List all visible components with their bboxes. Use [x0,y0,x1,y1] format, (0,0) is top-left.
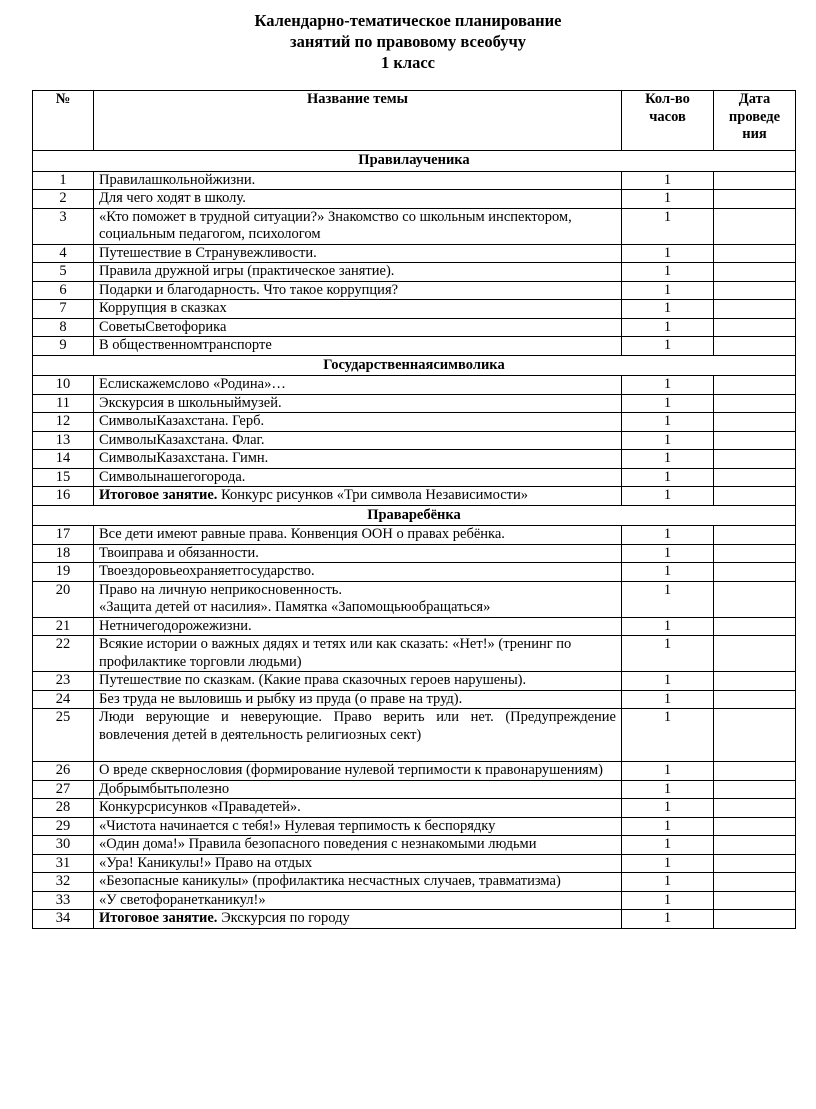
title-line-1: Календарно-тематическое планирование [254,11,562,30]
table-row [33,910,796,929]
header-num: № [33,91,94,151]
row-date [714,544,796,563]
topic-text: Путешествие в Странувежливости. [99,244,317,261]
row-date [714,190,796,209]
topic-text: Нетничегодорожежизни. [99,617,252,634]
row-date [714,450,796,469]
row-number: 32 [33,873,94,892]
row-topic [94,836,622,855]
row-number: 18 [33,544,94,563]
row-hours: 1 [622,376,714,395]
row-number: 21 [33,617,94,636]
row-number: 19 [33,563,94,582]
row-topic [94,450,622,469]
table-row [33,617,796,636]
row-number: 6 [33,281,94,300]
row-topic [94,709,622,762]
row-hours: 1 [622,910,714,929]
topic-text: Право на личную неприкосновенность. [99,581,343,598]
row-hours: 1 [622,672,714,691]
row-topic [94,563,622,582]
row-date [714,281,796,300]
row-number: 5 [33,263,94,282]
row-topic [94,544,622,563]
topic-text: СоветыСветофорика [99,318,227,335]
table-row [33,817,796,836]
topic-text-line-2: «Защита детей от насилия». Памятка «Запомощьюобращаться» [99,599,491,615]
topic-text: Экскурсия в школьныймузей. [99,394,282,411]
row-number: 28 [33,799,94,818]
header-hours [622,91,714,151]
row-topic [94,780,622,799]
topic-text: Добрымбытьполезно [99,780,230,797]
table-row [33,190,796,209]
topic-text: Конкурс рисунков «Три символа Независимости» [217,487,528,503]
table-row [33,487,796,506]
table-row [33,526,796,545]
row-hours: 1 [622,468,714,487]
row-hours: 1 [622,873,714,892]
header-date-line-2: проведе [728,108,781,125]
table-row [33,450,796,469]
row-date [714,487,796,506]
row-hours: 1 [622,581,714,617]
row-hours: 1 [622,799,714,818]
row-date [714,337,796,356]
row-hours: 1 [622,244,714,263]
table-row [33,318,796,337]
row-date [714,873,796,892]
row-topic [94,581,622,617]
row-number: 31 [33,854,94,873]
row-date [714,891,796,910]
topic-text: Все дети имеют равные права. Конвенция ООН о правах ребёнка. [99,526,505,542]
table-row [33,208,796,244]
header-topic: Название темы [94,91,622,151]
row-hours: 1 [622,413,714,432]
row-topic [94,526,622,545]
row-number: 3 [33,208,94,244]
row-hours: 1 [622,854,714,873]
row-date [714,690,796,709]
topic-text: «Безопасные каникулы» (профилактика несчастных случаев, травматизма) [99,873,561,889]
row-number: 1 [33,171,94,190]
row-number: 33 [33,891,94,910]
row-topic [94,300,622,319]
table-row [33,690,796,709]
topic-text: «У светофоранетканикул!» [99,891,266,908]
row-topic [94,468,622,487]
table-row [33,636,796,672]
table-row [33,300,796,319]
section-row [33,355,796,376]
row-topic [94,762,622,781]
table-row [33,672,796,691]
section-title: Государственнаясимволика [33,355,796,376]
row-hours: 1 [622,394,714,413]
table-body [33,151,796,929]
row-number: 15 [33,468,94,487]
table-row [33,563,796,582]
section-title: Правилаученика [33,151,796,172]
topic-text: Коррупция в сказках [99,300,227,316]
row-number: 9 [33,337,94,356]
row-topic [94,636,622,672]
topic-text: Подарки и благодарность. Что такое коррупция? [99,281,399,298]
row-number: 29 [33,817,94,836]
table-row [33,468,796,487]
plan-table [32,90,796,929]
row-number: 30 [33,836,94,855]
row-date [714,171,796,190]
title-line-2: занятий по правовому всеобучу [290,32,526,51]
row-hours: 1 [622,780,714,799]
section-title: Праваребёнка [33,505,796,526]
row-hours: 1 [622,318,714,337]
table-row [33,873,796,892]
row-date [714,413,796,432]
row-number: 7 [33,300,94,319]
row-topic [94,394,622,413]
topic-text: Твоездоровьеохраняетгосударство. [99,563,315,579]
row-number: 23 [33,672,94,691]
row-number: 13 [33,431,94,450]
row-hours: 1 [622,337,714,356]
row-topic [94,171,622,190]
row-date [714,394,796,413]
row-topic [94,817,622,836]
row-number: 2 [33,190,94,209]
row-hours: 1 [622,208,714,244]
row-date [714,208,796,244]
row-hours: 1 [622,636,714,672]
table-row [33,836,796,855]
topic-text: «Чистота начинается с тебя!» Нулевая терпимость к беспорядку [99,817,496,834]
row-hours: 1 [622,836,714,855]
row-topic [94,190,622,209]
row-date [714,636,796,672]
row-date [714,617,796,636]
row-hours: 1 [622,690,714,709]
table-row [33,281,796,300]
row-hours: 1 [622,617,714,636]
row-hours: 1 [622,281,714,300]
row-hours: 1 [622,263,714,282]
row-topic [94,376,622,395]
header-date [714,91,796,151]
row-date [714,762,796,781]
topic-text: Твоиправа и обязанности. [99,544,259,561]
table-row [33,263,796,282]
table-row [33,171,796,190]
row-hours: 1 [622,190,714,209]
row-topic [94,873,622,892]
row-number: 25 [33,709,94,762]
row-hours: 1 [622,526,714,545]
row-number: 20 [33,581,94,617]
table-row [33,394,796,413]
row-topic [94,617,622,636]
table-row [33,544,796,563]
topic-text: Экскурсия по городу [217,910,350,926]
row-date [714,672,796,691]
row-hours: 1 [622,450,714,469]
table-row [33,891,796,910]
row-topic [94,854,622,873]
row-date [714,817,796,836]
topic-text: О вреде сквернословия (формирование нулевой терпимости к правонарушениям) [99,762,603,778]
row-topic [94,431,622,450]
header-date-line-3: ния [742,126,767,142]
row-number: 14 [33,450,94,469]
row-hours: 1 [622,762,714,781]
row-date [714,263,796,282]
row-number: 17 [33,526,94,545]
row-date [714,581,796,617]
row-date [714,300,796,319]
row-date [714,376,796,395]
row-date [714,431,796,450]
header-hours-line-2: часов [649,108,686,125]
row-topic [94,487,622,506]
row-hours: 1 [622,891,714,910]
topic-text: «Кто поможет в трудной ситуации?» Знакомство со школьным инспектором, социальным педагогом, психологом [99,208,572,242]
row-date [714,709,796,762]
topic-text: Всякие истории о важных дядях и тетях или как сказать: «Нет!» (тренинг по профилактике торговли людьми) [99,636,572,670]
topic-text: Без труда не выловишь и рыбку из пруда (о праве на труд). [99,690,463,707]
row-topic [94,910,622,929]
row-number: 10 [33,376,94,395]
row-hours: 1 [622,300,714,319]
row-hours: 1 [622,487,714,506]
topic-text: Люди верующие и неверующие. Право верить или нет. (Предупреждение вовлечения детей в деятельность религиозных сект) [99,709,616,743]
row-topic [94,690,622,709]
row-topic [94,208,622,244]
row-date [714,836,796,855]
row-number: 27 [33,780,94,799]
table-row [33,799,796,818]
row-date [714,318,796,337]
topic-text: Правила дружной игры (практическое занятие). [99,263,395,279]
table-row [33,854,796,873]
row-topic [94,672,622,691]
row-topic [94,799,622,818]
row-date [714,244,796,263]
table-row [33,581,796,617]
row-hours: 1 [622,709,714,762]
row-number: 26 [33,762,94,781]
row-number: 24 [33,690,94,709]
row-topic [94,263,622,282]
topic-text: Конкурсрисунков «Правадетей». [99,799,301,815]
document-title [0,10,816,73]
row-date [714,854,796,873]
topic-text: СимволыКазахстана. Герб. [99,413,265,429]
topic-bold-prefix: Итоговое занятие. [99,487,218,503]
row-date [714,526,796,545]
topic-text: Символынашегогорода. [99,468,246,485]
topic-text: СимволыКазахстана. Флаг. [99,431,265,448]
header-hours-line-1: Кол-во [645,91,690,107]
topic-text: Правилашкольнойжизни. [99,171,256,188]
topic-text: Путешествие по сказкам. (Какие права сказочных героев нарушены). [99,672,527,688]
row-date [714,780,796,799]
row-number: 34 [33,910,94,929]
row-date [714,799,796,818]
topic-text: СимволыКазахстана. Гимн. [99,450,269,466]
row-topic [94,891,622,910]
row-hours: 1 [622,544,714,563]
row-number: 22 [33,636,94,672]
row-number: 11 [33,394,94,413]
row-topic [94,318,622,337]
topic-text: Для чего ходят в школу. [99,190,246,206]
table-row [33,413,796,432]
topic-text: Еслискажемслово «Родина»… [99,376,286,392]
topic-text: «Ура! Каникулы!» Право на отдых [99,854,313,871]
section-row [33,151,796,172]
section-row [33,505,796,526]
row-hours: 1 [622,171,714,190]
row-date [714,468,796,487]
topic-text: «Один дома!» Правила безопасного поведения с незнакомыми людьми [99,836,537,852]
row-topic [94,244,622,263]
row-number: 12 [33,413,94,432]
row-date [714,910,796,929]
table-row [33,780,796,799]
row-topic [94,413,622,432]
row-number: 8 [33,318,94,337]
row-number: 4 [33,244,94,263]
header-date-line-1: Дата [738,91,771,107]
row-hours: 1 [622,817,714,836]
table-row [33,337,796,356]
table-row [33,762,796,781]
row-topic [94,281,622,300]
row-hours: 1 [622,431,714,450]
topic-bold-prefix: Итоговое занятие. [99,910,218,926]
row-date [714,563,796,582]
title-line-3: 1 класс [380,53,436,72]
table-row [33,431,796,450]
table-row [33,376,796,395]
table-row [33,709,796,762]
row-number: 16 [33,487,94,506]
topic-text: В общественномтранспорте [99,337,272,353]
table-header-row [33,91,796,151]
table-row [33,244,796,263]
row-topic [94,337,622,356]
row-hours: 1 [622,563,714,582]
